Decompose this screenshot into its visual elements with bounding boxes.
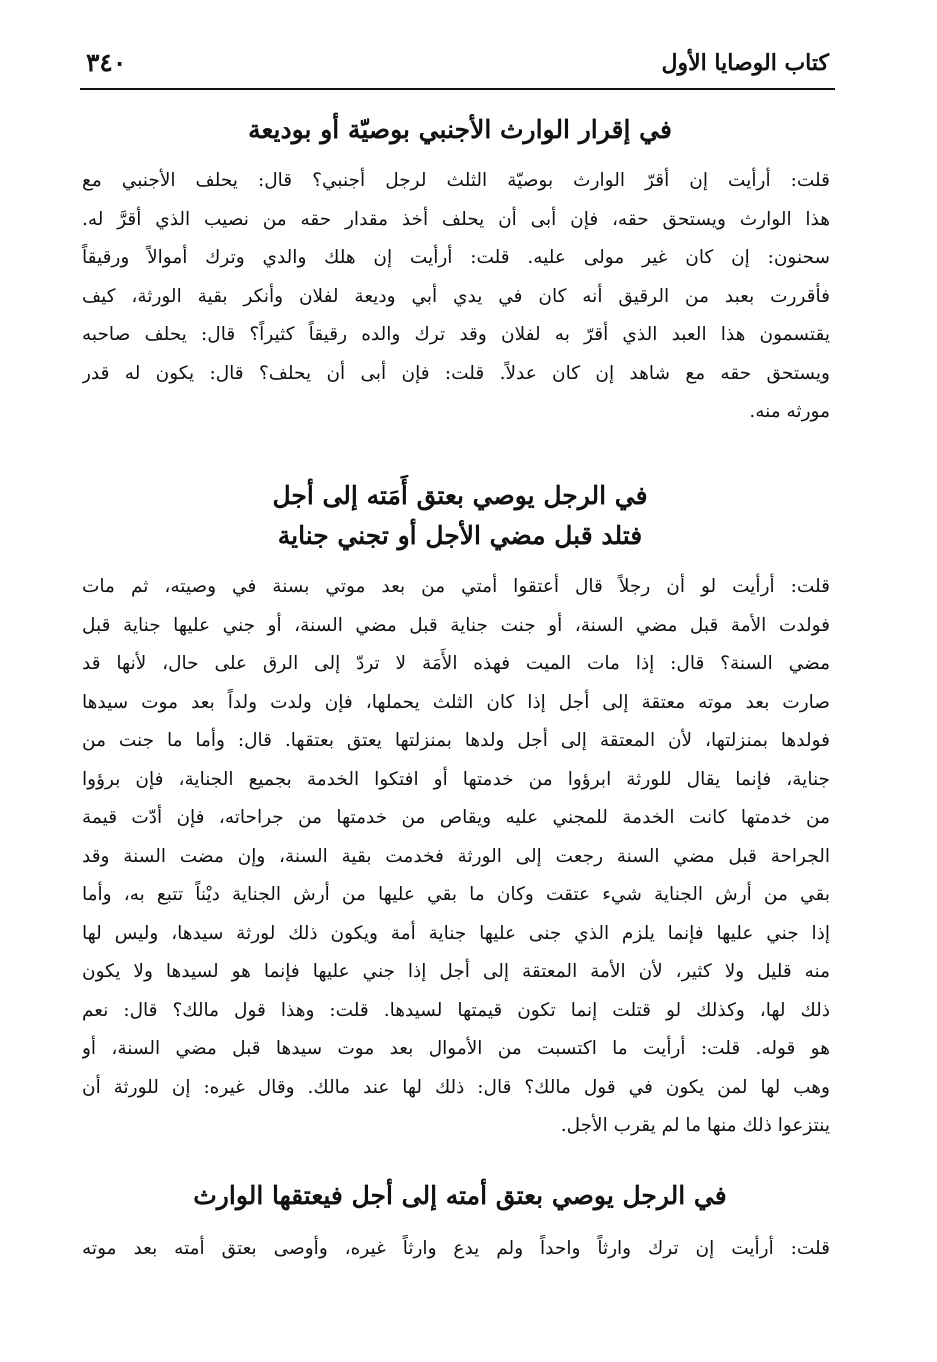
section-heading-2-line-1: في الرجل يوصي بعتق أَمَته إلى أجل <box>272 481 648 510</box>
section-2-paragraph <box>82 568 830 1146</box>
page-header <box>80 48 835 88</box>
text-line: هو قوله. قلت: أرأيت ما اكتسبت من الأموال بعد موت سيدها قبل مضي السنة، أو <box>82 1038 830 1059</box>
text-line: قلت: أرأيت لو أن رجلاً قال أعتقوا أمتي من بعد موتي بسنة في وصيته، ثم مات <box>82 576 830 597</box>
running-head-title: كتاب الوصايا الأول <box>661 50 829 76</box>
text-line: فولدت الأمة قبل مضي السنة، أو جنت جناية قبل مضي السنة، أو جني عليها جناية قبل <box>82 614 830 636</box>
text-line: جناية، فإنما يقال للورثة ابرؤوا من خدمتها أو افتكوا الخدمة بجميع الجناية، فإن برؤوا <box>82 768 830 790</box>
section-1-paragraph <box>82 162 830 432</box>
text-line: فولدها بمنزلتها، لأن المعتقة إلى أجل ولدها بمنزلتها يعتق بعتقها. قال: وأما ما جنت من <box>82 730 830 751</box>
text-line: يقتسمون هذا العبد الذي أقرّ به لفلان وقد ترك والده رقيقاً كثيراً؟ قال: يحلف صاحبه <box>82 324 830 345</box>
text-line: وهب لها لمن يكون في قول مالك؟ قال: ذلك لها عند مالك. وقال غيره: إن للورثة أن <box>82 1076 830 1098</box>
text-line: ويستحق حقه مع شاهد إن كان عدلاً. قلت: فإن أبى أن يحلف؟ قال: يكون له قدر <box>82 362 830 384</box>
section-heading-2-line-2: فتلد قبل مضي الأجل أو تجني جناية <box>277 521 643 550</box>
text-line: ذلك لها، وكذلك لو قتلت إنما تكون قيمتها لسيدها. قلت: وهذا قول مالك؟ قال: نعم <box>82 999 830 1021</box>
section-heading-3: في الرجل يوصي بعتق أمته إلى أجل فيعتقها الوارث <box>193 1181 727 1210</box>
header-divider <box>80 88 835 90</box>
text-line: ينتزعوا ذلك منها ما لم يقرب الأجل. <box>560 1115 830 1136</box>
text-line: بقي من أرش الجناية شيء عتقت وكان ما بقي عليها من أرش الجناية ديْناً تتبع به، وأما <box>82 884 830 905</box>
text-line: مورثه منه. <box>749 401 830 422</box>
text-line: فأقررت بعبد من الرقيق أنه كان في يدي أبي وديعة لفلان وأنكر بقية الورثة، كيف <box>82 285 830 307</box>
section-heading-1: في إقرار الوارث الأجنبي بوصيّة أو بوديعة <box>248 115 672 144</box>
text-line: قلت: أرأيت إن ترك وارثاً واحداً ولم يدع وارثاً غيره، وأوصى بعتق أمته بعد موته <box>82 1238 830 1259</box>
text-line: من خدمتها كانت الخدمة للمجني عليه ويقاص من خدمتها من جراحاته، فإن أدّت قيمة <box>82 807 830 828</box>
page-number: ٣٤٠ <box>86 48 127 77</box>
text-line: قلت: أرأيت إن أقرّ الوارث بوصيّة الثلث لرجل أجنبي؟ قال: يحلف الأجنبي مع <box>82 170 830 191</box>
text-line: الجراحة قبل مضي السنة رجعت إلى الورثة فخدمت بقية السنة، وإن مضت السنة وقد <box>82 845 830 867</box>
text-line: إذا جني عليها فإنما يلزم الذي جنى عليها جناية أمة ويكون ذلك لورثة سيدها، وليس لها <box>82 922 830 944</box>
text-line: هذا الوارث ويستحق حقه، فإن أبى أن يحلف أخذ مقدار حقه من نصيب الذي أقرَّ له. <box>82 208 830 230</box>
text-line: منه قليل ولا كثير، لأن الأمة المعتقة إلى أجل إذا جني عليها فإنما هو لسيدها ولا يكون <box>82 961 830 982</box>
section-3-paragraph <box>82 1230 830 1269</box>
text-line: صارت بعد موته معتقة إلى أجل إذا كان الثلث يحملها، فإن ولدت ولداً بعد موت سيدها <box>82 691 830 713</box>
text-line: سحنون: إن كان غير مولى عليه. قلت: أرأيت إن هلك والدي وترك أموالاً ورقيقاً <box>82 247 830 268</box>
text-line: مضي السنة؟ قال: إذا مات الميت فهذه الأَمَة لا تردّ إلى الرق على حال، لأنها قد <box>82 653 830 674</box>
